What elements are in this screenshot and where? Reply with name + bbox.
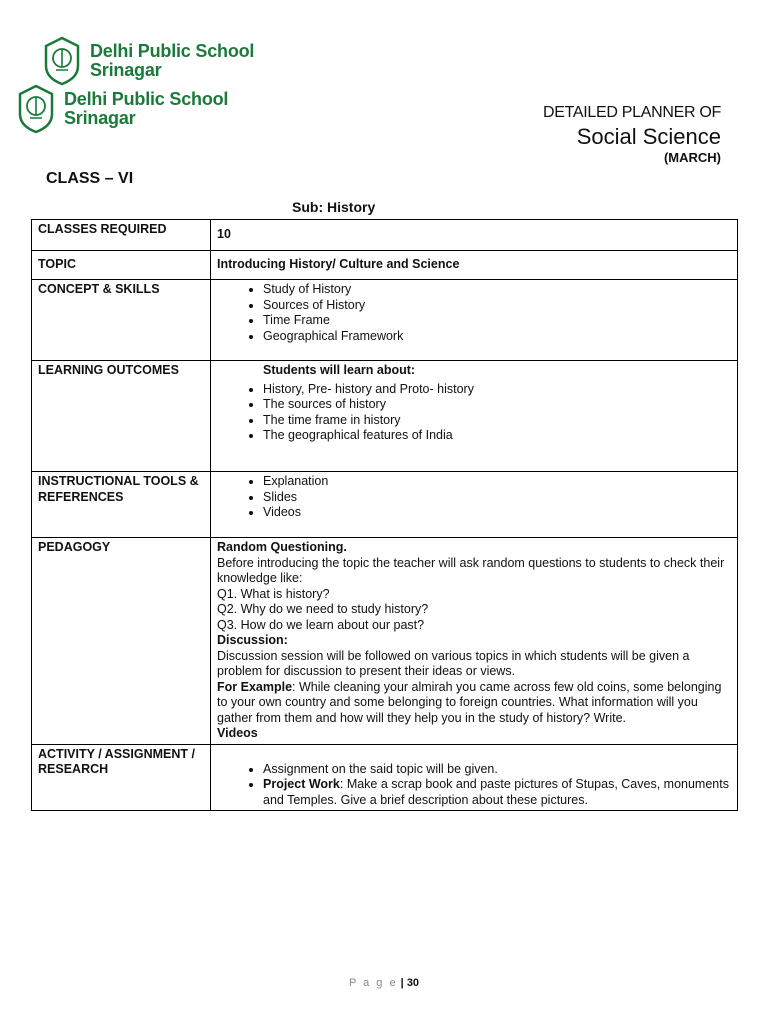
topic-value: Introducing History/ Culture and Science [217,257,460,272]
outcomes-intro: Students will learn about: [263,363,416,377]
row-value-activity [211,744,738,811]
planner-table [31,219,738,811]
row-value-pedagogy [211,538,738,745]
table-row [32,361,738,472]
row-value-classes [211,220,738,251]
outcomes-list [217,382,731,444]
page-separator: | [397,977,407,989]
school-logo-bottom [16,84,228,134]
list-item: • Assignment on the said topic will be given. [263,762,731,778]
row-label-pedagogy: PEDAGOGY [32,538,211,745]
example-text: : While cleaning your almirah you came across few old coins, some belonging to your own country and some belonging to foreign countries. What information will you gather from them and how will they help you in the study of history? Write. [217,679,722,725]
planner-title-block [543,104,721,165]
page-number: 30 [406,977,420,989]
row-value-concept [211,280,738,361]
page-word: P a g e [348,977,398,989]
list-item: • Videos [263,505,731,521]
school-emblem-icon [42,36,82,86]
row-label-classes: CLASSES REQUIRED [32,220,211,251]
list-item: • Sources of History [263,298,731,314]
school-name: Delhi Public School [90,41,255,61]
row-value-outcomes [211,361,738,472]
concept-list [217,282,731,344]
list-item: • Slides [263,490,731,506]
table-row [32,472,738,538]
list-item [263,777,731,808]
school-logo-top [42,36,254,86]
table-row [32,744,738,811]
list-item: • Geographical Framework [263,329,731,345]
list-item: • History, Pre- history and Proto- history [263,382,731,398]
classes-value: 10 [217,227,231,242]
school-city: Srinagar [64,108,136,128]
list-item: • Explanation [263,474,731,490]
subject-label: Sub: History [292,199,376,215]
pedagogy-question: Q1. What is history? [217,586,330,601]
row-value-tools [211,472,738,538]
row-label-outcomes: LEARNING OUTCOMES [32,361,211,472]
row-value-topic [211,251,738,280]
row-label-tools: INSTRUCTIONAL TOOLS & REFERENCES [32,472,211,538]
table-row [32,280,738,361]
pedagogy-text-questioning: Before introducing the topic the teacher will ask random questions to students to check their knowledge like: [217,555,725,585]
pedagogy-question: Q2. Why do we need to study history? [217,602,429,616]
tools-list [217,474,731,521]
project-work-text: : Make a scrap book and paste pictures of Stupas, Caves, monuments and Temples. Give a brief description about these pictures. [263,777,729,807]
list-item: • The geographical features of India [263,428,731,444]
row-label-topic: TOPIC [32,251,211,280]
activity-list [217,762,731,809]
row-label-concept: CONCEPT & SKILLS [32,280,211,361]
project-work-label: Project Work [263,777,340,791]
list-item: • The time frame in history [263,413,731,429]
table-row [32,538,738,745]
list-item: • The sources of history [263,397,731,413]
planner-subject: Social Science [576,124,721,149]
planner-heading: DETAILED PLANNER OF [542,104,721,121]
example-label: For Example [217,679,293,694]
pedagogy-heading-videos: Videos [217,726,258,740]
school-emblem-icon [16,84,56,134]
pedagogy-example [217,680,731,727]
list-item: • Time Frame [263,313,731,329]
class-label: CLASS – VI [46,170,134,187]
pedagogy-heading-questioning: Random Questioning. [217,540,347,554]
list-item: • Study of History [263,282,731,298]
school-city: Srinagar [90,60,162,80]
table-row [32,251,738,280]
row-label-activity: ACTIVITY / ASSIGNMENT / RESEARCH [32,744,211,811]
pedagogy-text-discussion: Discussion session will be followed on various topics in which students will be given a problem for discussion to present their ideas or views. [217,648,690,678]
pedagogy-question: Q3. How do we learn about our past? [217,617,425,632]
school-name: Delhi Public School [64,89,229,109]
page-footer [0,977,768,989]
planner-month: (MARCH) [663,150,721,165]
pedagogy-heading-discussion: Discussion: [217,633,288,647]
table-row [32,220,738,251]
